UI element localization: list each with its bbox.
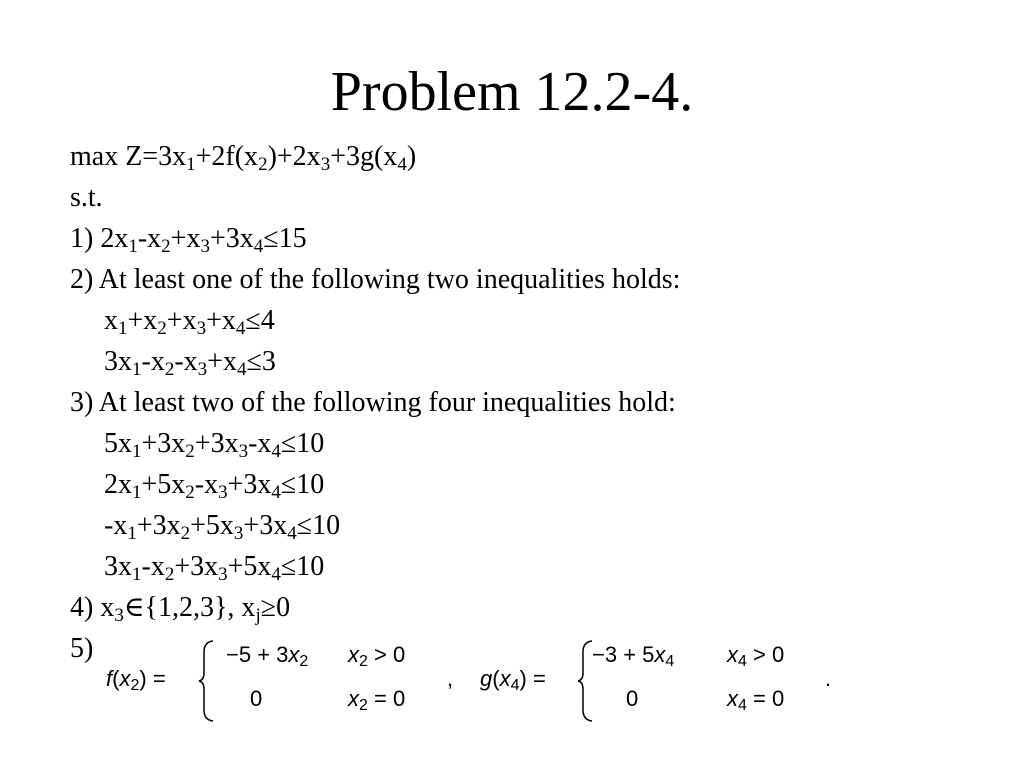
constraint-2-text: 2) At least one of the following two inequalities holds:	[70, 264, 681, 295]
constraint-5-label: 5)	[70, 633, 94, 664]
constraint-3d: $3x_1-x_2+3x_3+5x_4\le 10$	[104, 551, 325, 585]
final-period: .	[825, 666, 832, 691]
subject-to-label: s.t.	[70, 182, 103, 213]
slide-title: Problem 12.2-4.	[330, 61, 694, 123]
f-case-1-condition: $x_2 > 0$	[348, 642, 406, 670]
constraint-2b: $3x_1-x_2-x_3+x_4\le 3$	[104, 346, 276, 380]
f-case-1-value: $-5 + 3x_2$	[226, 642, 309, 670]
objective-function: $\max Z=3x_1+2f(x_2)+2x_3+3g(x_4)$	[70, 141, 417, 175]
constraint-4: 4) $x_3\in\{1,2,3\}$, $x_j\ge 0$	[70, 592, 291, 626]
g-case-1-value: $-3 + 5x_4$	[592, 642, 675, 670]
g-case-1-condition: $x_4 > 0$	[727, 642, 785, 670]
piecewise-definitions	[100, 638, 860, 728]
g-case-2-condition: $x_4 = 0$	[727, 686, 785, 714]
constraint-3a: $5x_1+3x_2+3x_3-x_4\le 10$	[104, 428, 325, 462]
constraint-3b: $2x_1+5x_2-x_3+3x_4\le 10$	[104, 469, 325, 503]
g-function-label: $g(x_4)$ =	[480, 666, 546, 694]
f-case-2-condition: $x_2 = 0$	[348, 686, 406, 714]
f-function-label: $f(x_2)$ =	[106, 666, 166, 694]
f-left-brace	[198, 640, 216, 722]
constraint-2a: $x_1+x_2+x_3+x_4\le 4$	[104, 305, 275, 339]
f-case-2-value: 0	[250, 686, 263, 711]
separator-comma: ,	[447, 666, 454, 691]
g-case-2-value: 0	[626, 686, 639, 711]
constraint-3-text: 3) At least two of the following four inequalities hold:	[70, 387, 676, 418]
constraint-1: 1) $2x_1-x_2+x_3+3x_4\le 15$	[70, 223, 307, 257]
constraint-3c: $-x_1+3x_2+5x_3+3x_4\le 10$	[104, 510, 341, 544]
